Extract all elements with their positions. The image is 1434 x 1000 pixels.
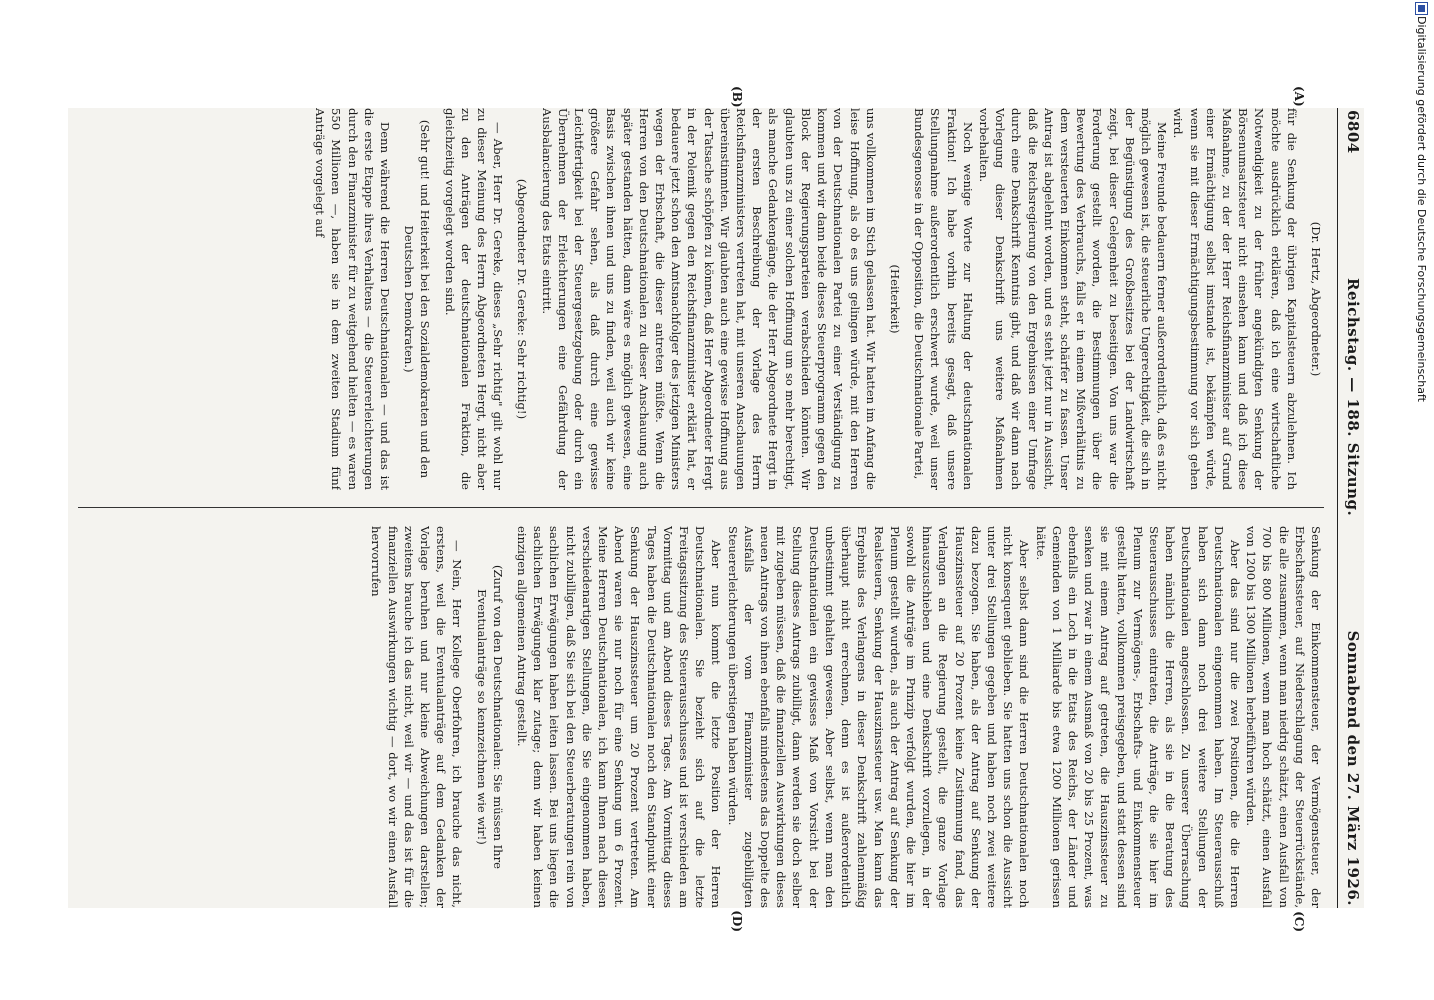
speaker-tag: (Dr. Hertz, Abgeordneter.) xyxy=(1309,221,1323,377)
margin-marker-d: (D) xyxy=(730,910,744,932)
right-paragraph-4: Aber nun kommt die letzte Position der Herren Deutschnationalen. Sie bezieht sich auf die letzte Freitagssitzung des Steuerausschusses und ist verschieden am Vormittag und am Abend dieses Tages. Am Vormittag dieses Tages haben die Deutschnationalen noch den Standpunkt einer Senkung der Hauszinssteuer um 20 Prozent vertreten. Am Abend waren sie nur noch für eine Senkung um 6 Prozent. Meine Herren Deutschnationalen, ich kann Ihnen nach diesen verschiedenartigen Stellungen, die Sie eingenommen haben, nicht zubilligen, daß Sie sich bei den Steuerberatungen rein von sachlichen Erwägungen haben leiten lassen. Bei uns liegen die sachlichen Erwägungen klar zutage; denn wir haben keinen einzigen allgemeinen Antrag gestellt. xyxy=(515,526,724,908)
left-paragraph-6: Denn während die Herren Deutschnationalen — und das ist die erste Etappe ihres Verhaltens — die Steuererleichterungen durch den Finanzminister für zu weitgehend hielten — es waren 550 Millionen —, haben sie in dem zweiten Stadium fünf Anträge vorgelegt auf xyxy=(313,108,393,490)
page-number: 6804 xyxy=(1344,110,1362,154)
left-paragraph-5: — Aber, Herr Dr. Gereke, dieses „Sehr richtig" gilt wohl nur zu dieser Meinung des Herrn Abgeordneten Hergt, nicht aber zu den Anträgen der deutschnationalen Fraktion, die gleichzeitig vorgelegt worden sind. xyxy=(442,108,506,490)
interjection-sehr-gut: (Sehr gut! und Heiterkeit bei den Sozialdemokraten und den Deutschen Demokraten.) xyxy=(402,119,433,479)
left-paragraph-4: uns vollkommen im Stich gelassen hat. Wir hatten im Anfang die leise Hoffnung, als ob es uns gelingen würde, mit den Herren von der Deutschnationalen Partei zu einer Verständigung zu kommen und wir dann beide dieses Steuerprogramm gegen den Block der Regierungsparteien verabschieden könnten. Wir glaubten uns zu einer solchen Hoffnung um so mehr berechtigt, als manche Gedankengänge, die der Herr Abgeordnete Hergt in der ersten Beschreibung der Vorlage des Herrn Reichsfinanzministers vertreten hat, mit unseren Anschauungen übereinstimmten. Wir glaubten auch eine gewisse Hoffnung aus der Tatsache schöpfen zu können, daß Herr Abgeordneter Hergt in der Polemik gegen den Reichsfinanzminister erklärt hat, er bedauere jetzt schon den Amtsnachfolger des jetzigen Ministers wegen der Erbschaft, die dieser antreten müßte. Wenn die Herren von den Deutschnationalen zu dieser Anschauung auch später gestanden hätten, dann wäre es möglich gewesen, eine Basis zwischen ihnen und uns zu finden, weil auch wir keine größere Gefahr sehen, als daß durch eine gewisse Leichtfertigkeit bei der Steuergesetzgebung oder durch ein Übernehmen der Erleichterungen eine Gefährdung der Ausbalancierung des Etats eintritt. xyxy=(539,108,878,490)
margin-marker-c: (C) xyxy=(1292,911,1306,932)
left-paragraph-2: Meine Freunde bedauern ferner außerordentlich, daß es nicht möglich gewesen ist, die steuerliche Ungerechtigkeit, die sich in der Begünstigung des Großbesitzes bei der Landwirtschaft zeigt, bei dieser Gelegenheit zu beseitigen. Von uns war die Forderung gestellt worden, die Bestimmungen über die Bewertung des Verbrauchs, falls er in einem Mißverhältnis zu dem versteuerten Einkommen steht, schärfer zu fassen. Unser Antrag ist abgelehnt worden, und es steht jetzt nur in Aussicht, daß die Reichsregierung von den Ergebnissen einer Umfrage durch eine Denkschrift Kenntnis gibt, und daß wir dann nach Vorlegung dieser Denkschrift uns weitere Maßnahmen vorbehalten. xyxy=(976,108,1170,490)
right-paragraph-2: Aber das sind nur die zwei Positionen, die die Herren Deutschnationalen eingenommen haben. Im Steuerausschuß haben sich dann noch drei weitere Stellungen der Deutschnationalen angeschlossen. Zu unserer Überraschung haben nämlich die Herren, als sie in die Beratung des Steuerausschusses eintraten, die Anträge, die sie hier im Plenum zur Vermögens-, Erbschafts- und Einkommensteuer gestellt hatten, vollkommen preisgegeben, und statt dessen sind sie mit einem Antrag auf getreten, die Hauszinssteuer zu senken und zwar in einem Ausmaß von 20 bis 25 Prozent, was ebenfalls ein Loch in die Etats des Reichs, der Länder und Gemeinden von 1 Milliarde bis etwa 1200 Millionen gerissen hätte. xyxy=(1033,526,1242,908)
left-paragraph-3: Noch wenige Worte zur Haltung der deutschnationalen Fraktion! Ich habe vorhin bereits gesagt, daß unsere Stellungnahme außerordentlich erschwert wurde, weil unser Bundesgenosse in der Opposition, die Deutschnationale Partei, xyxy=(912,108,975,490)
right-column xyxy=(78,526,1324,908)
reichstag-protocol-sheet xyxy=(68,86,1364,932)
interjection-gereke: (Abgeordneter Dr. Gereke: Sehr richtig!) xyxy=(515,178,530,420)
right-paragraph-3: Aber selbst dann sind die Herren Deutschnationalen noch nicht konsequent geblieben. Sie hatten uns schon die Aussicht unter drei Stellungen gegeben und haben noch zwei weitere dazu bezogen. Sie haben, als der Antrag auf Senkung der Hauszinssteuer auf 20 Prozent keine Zustimmung fand, das Verlangen an die Regierung gestellt, die ganze Vorlage hinauszuschieben und eine Denkschrift vorzulegen, in der sowohl die Anträge im Prinzip verfolgt wurden, die hier im Plenum gestellt wurden, als auch der Antrag auf Senkung der Realsteuern, Senkung der Hauszinssteuer usw. Man kann das Ergebnis des Verlangens in dieser Denkschrift zahlenmäßig überhaupt nicht errechnen, denn es ist außerordentlich unbestimmt gehalten gewesen. Aber selbst, wenn man den Deutschnationalen ein gewisses Maß von Vorsicht bei der Stellung dieses Antrags zubilligt, dann werden sie doch selber mit zugeben müssen, daß die finanziellen Auswirkungen dieses neuen Antrags von ihnen ebenfalls mindestens das Doppelte des Ausfalls der vom Finanzminister zugebilligten Steuererleichterungen überstiegen haben würden. xyxy=(725,526,1032,908)
credit-text: Digitalisierung gefördert durch die Deutsche Forschungsgemeinschaft xyxy=(1415,16,1428,402)
left-column xyxy=(78,108,1324,490)
margin-marker-b: (B) xyxy=(730,86,744,108)
session-title: Reichstag. — 188. Sitzung. xyxy=(1344,278,1362,517)
page-header xyxy=(1337,108,1364,908)
column-divider xyxy=(78,507,1324,508)
margin-marker-a: (A) xyxy=(1292,86,1306,107)
dfg-logo-icon xyxy=(1415,2,1428,15)
right-paragraph-5: — Nein, Herr Kollege Oberfohren, ich brauche das nicht, erstens, weil die Eventualanträge auf dem Gedanken der Vorlage beruhen und nur kleine Abweichungen darstellen; zweitens brauche ich das nicht, weil wir — und das ist für die finanziellen Auswirkungen wichtig — dort, wo wir einen Ausfall hervorrufen xyxy=(369,526,465,908)
digitization-credit xyxy=(1408,0,1434,1000)
left-paragraph-1: für die Senkung der übrigen Kapitalsteuern abzulehnen. Ich möchte ausdrücklich erklären, daß ich eine wirtschaftliche Notwendigkeit zu der früher angekündigten Senkung der Börsenumsatzsteuer nicht einsehen kann und daß ich diese Maßnahme, zu der der Herr Reichsfinanzminister auf Grund einer Ermächtigung selbst imstande ist, bekämpfen würde, wenn sie mit dieser Ermächtigungsbestimmung vor sich gehen wird. xyxy=(1171,108,1299,490)
session-date: Sonnabend den 27. März 1926. xyxy=(1344,630,1362,906)
right-paragraph-1: Senkung der Einkommensteuer, der Vermögensteuer, der Erbschaftssteuer, auf Niederschlagung der Steuerrückstände, die alle zusammen, wenn man niedrig schätzt, einen Ausfall von 700 bis 800 Millionen, wenn man hoch schätzt, einen Ausfall von 1200 bis 1300 Millionen herbeiführen würden. xyxy=(1244,526,1323,908)
interjection-heiterkeit: (Heiterkeit) xyxy=(887,264,902,334)
interjection-zuruf: (Zuruf von den Deutschnationalen: Sie müssen Ihre Eventualanträge so kennzeichnen wie wir!) xyxy=(474,564,505,870)
